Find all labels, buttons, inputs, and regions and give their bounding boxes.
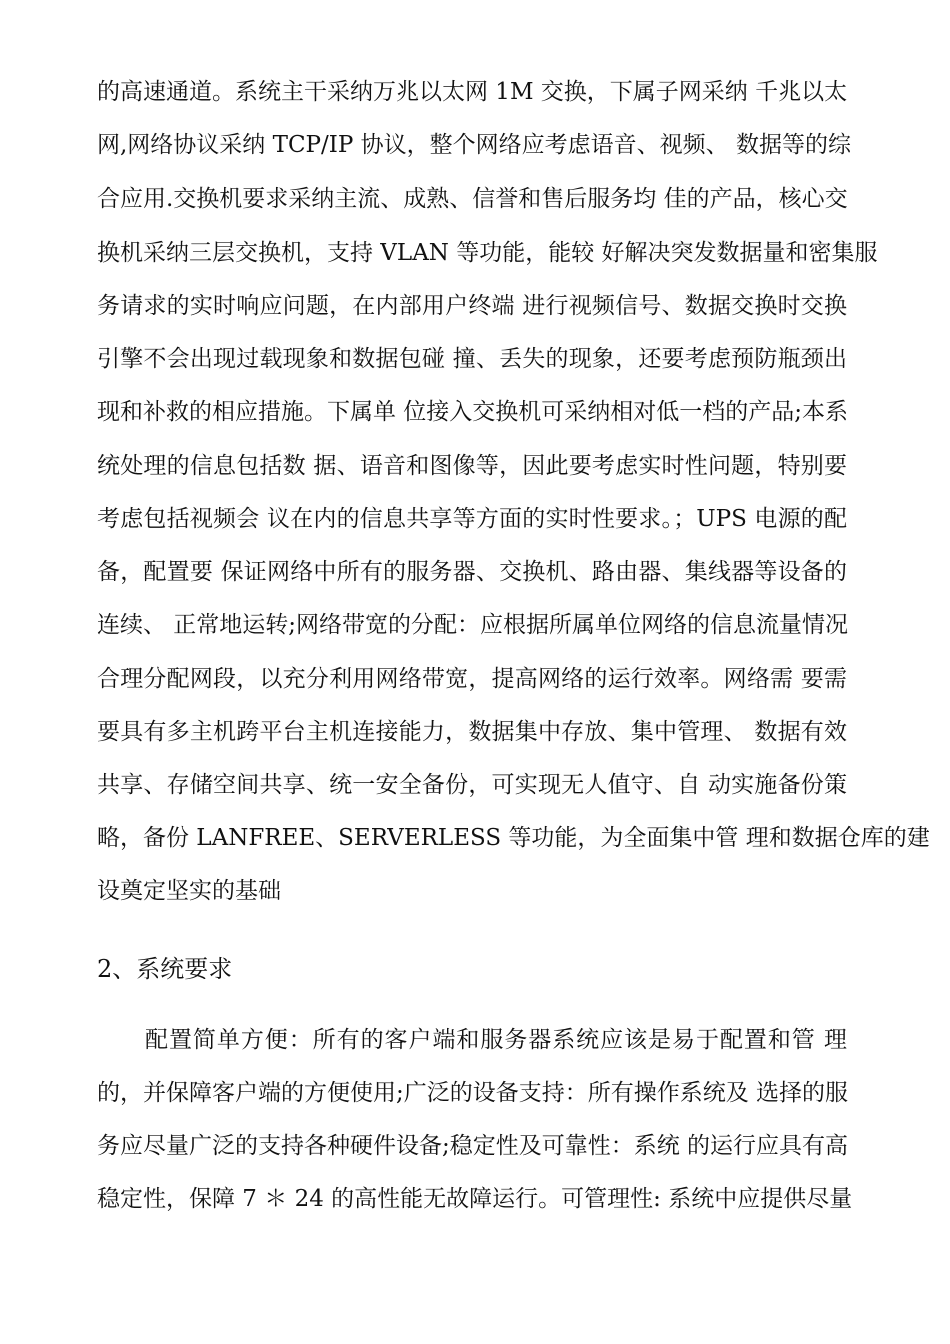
text-line: 务应尽量广泛的支持各种硬件设备;稳定性及可靠性：系统 的运行应具有高 xyxy=(97,1133,849,1159)
text-line: 引擎不会出现过载现象和数据包碰 撞、丢失的现象，还要考虑预防瓶颈出 xyxy=(97,346,847,372)
text-line: 共享、存储空间共享、统一安全备份，可实现无人值守、自 动实施备份策 xyxy=(97,772,847,798)
text-line: 的高速通道。系统主干采纳万兆以太网 1M 交换，下属子网采纳 千兆以太 xyxy=(97,79,848,105)
text-line: 合应用.交换机要求采纳主流、成熟、信誉和售后服务均 佳的产品，核心交 xyxy=(97,186,848,212)
text-line: 合理分配网段，以充分利用网络带宽，提高网络的运行效率。网络需 要需 xyxy=(97,666,847,692)
text-line: 设奠定坚实的基础 xyxy=(97,878,281,904)
text-line: 略，备份 LANFREE、SERVERLESS 等功能，为全面集中管 理和数据仓库的建 xyxy=(97,825,930,851)
section-heading: 2、系统要求 xyxy=(97,955,233,983)
text-line: 连续、 正常地运转;网络带宽的分配：应根据所属单位网络的信息流量情况 xyxy=(97,612,849,638)
text-line: 统处理的信息包括数 据、语音和图像等，因此要考虑实时性问题，特别要 xyxy=(97,453,847,479)
text-line: 务请求的实时响应问题，在内部用户终端 进行视频信号、数据交换时交换 xyxy=(97,293,847,319)
text-line: 备，配置要 保证网络中所有的服务器、交换机、路由器、集线器等设备的 xyxy=(97,559,847,585)
text-line: 现和补救的相应措施。下属单 位接入交换机可采纳相对低一档的产品;本系 xyxy=(97,399,849,425)
text-line: 网,网络协议采纳 TCP/IP 协议，整个网络应考虑语音、视频、 数据等的综 xyxy=(97,132,851,158)
text-line: 配置简单方便：所有的客户端和服务器系统应该是易于配置和管 理 xyxy=(145,1027,847,1053)
text-line: 稳定性，保障 7 ＊ 24 的高性能无故障运行。可管理性: 系统中应提供尽量 xyxy=(97,1186,853,1212)
text-line: 换机采纳三层交换机，支持 VLAN 等功能，能较 好解决突发数据量和密集服 xyxy=(97,240,878,266)
text-line: 要具有多主机跨平台主机连接能力，数据集中存放、集中管理、 数据有效 xyxy=(97,719,847,745)
text-line: 的，并保障客户端的方便使用;广泛的设备支持：所有操作系统及 选择的服 xyxy=(97,1080,849,1106)
text-line: 考虑包括视频会 议在内的信息共享等方面的实时性要求。；UPS 电源的配 xyxy=(97,506,847,532)
